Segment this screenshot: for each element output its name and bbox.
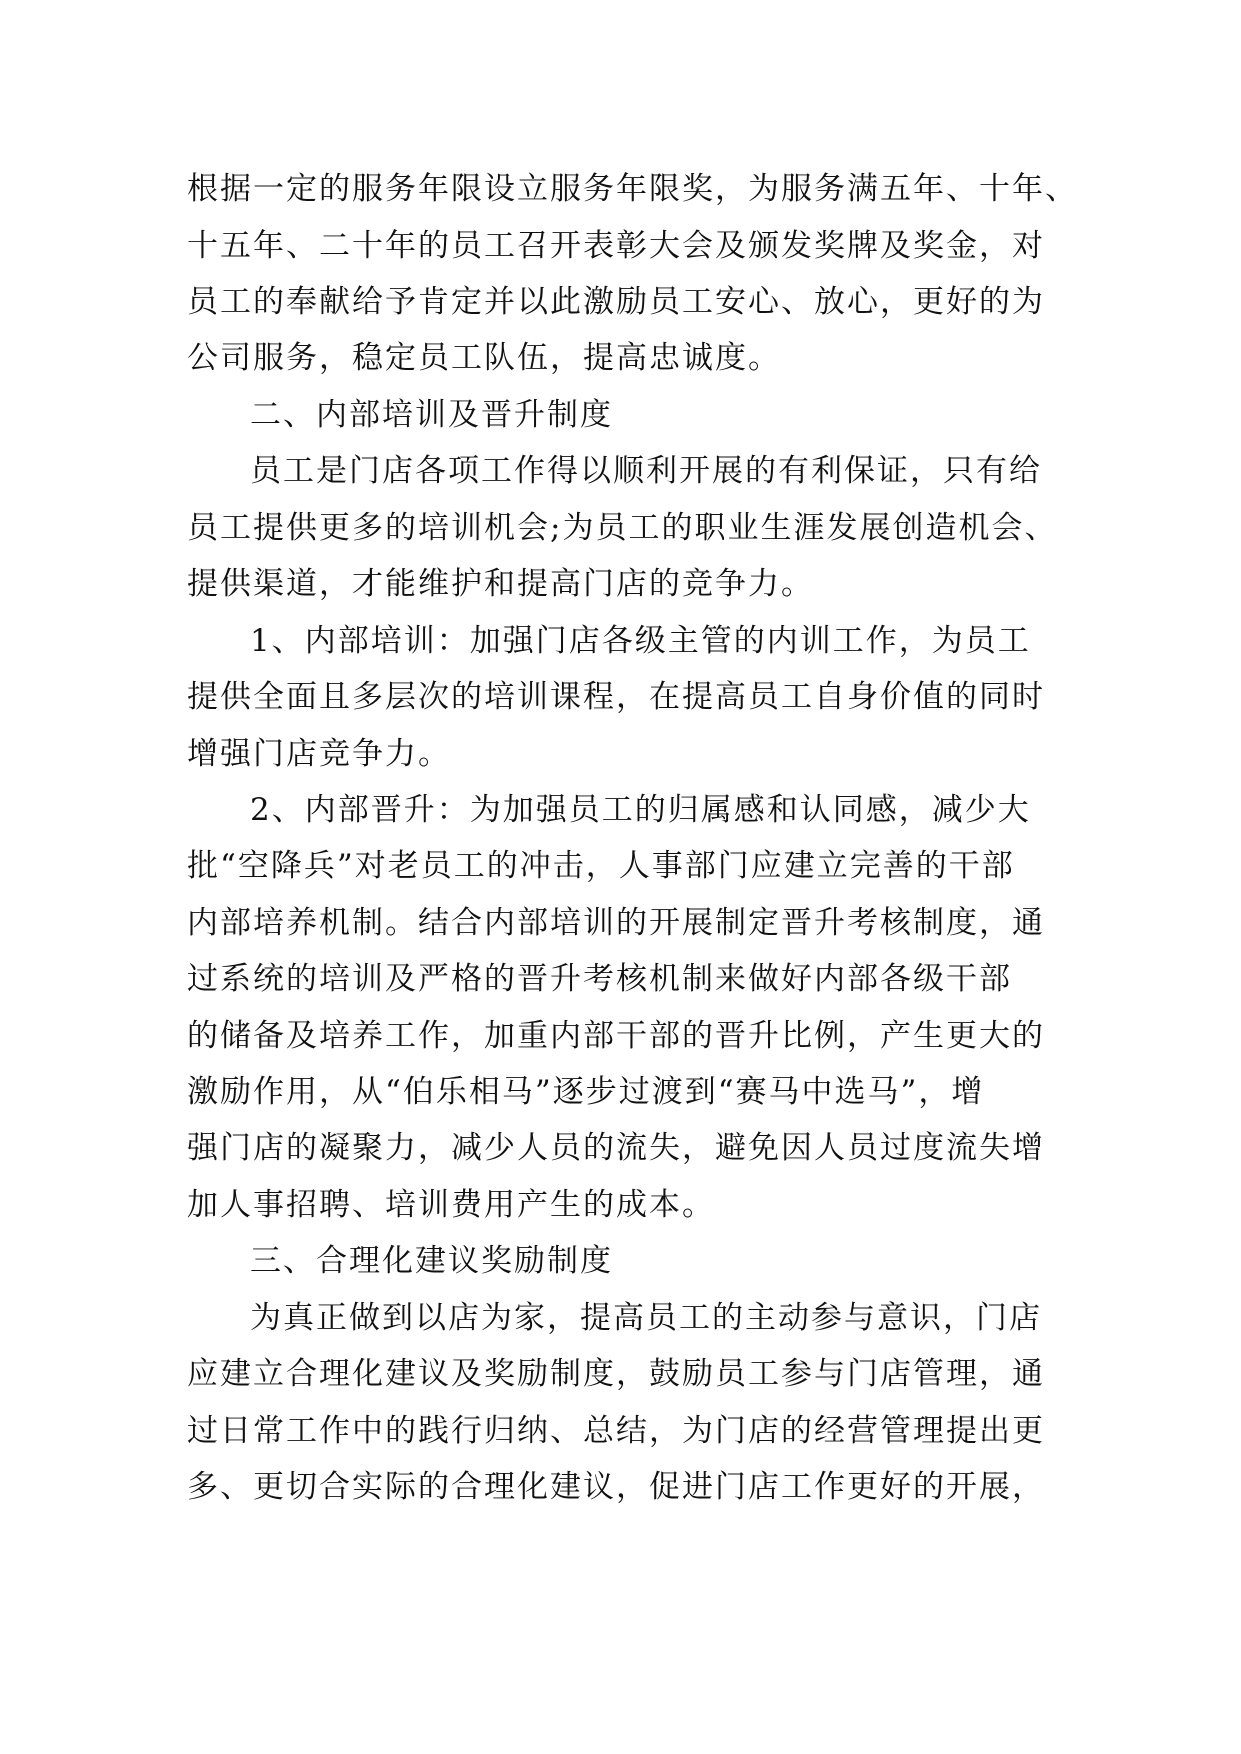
body-text-line: 根据一定的服务年限设立服务年限奖，为服务满五年、十年、	[187, 171, 1078, 207]
body-text-line: 提供全面且多层次的培训课程，在提高员工自身价值的同时	[187, 679, 1045, 715]
numbered-item-line: 2、内部晋升：为加强员工的归属感和认同感，减少大	[250, 792, 1031, 828]
body-text-line: 内部培养机制。结合内部培训的开展制定晋升考核制度，通	[187, 905, 1045, 941]
body-text-line: 员工提供更多的培训机会;为员工的职业生涯发展创造机会、	[187, 510, 1058, 546]
body-text-line: 强门店的凝聚力，减少人员的流失，避免因人员过度流失增	[187, 1130, 1045, 1166]
body-text-line: 十五年、二十年的员工召开表彰大会及颁发奖牌及奖金，对	[187, 228, 1045, 264]
body-text-line: 增强门店竞争力。	[187, 736, 451, 772]
body-text-line: 多、更切合实际的合理化建议，促进门店工作更好的开展，	[187, 1469, 1045, 1505]
body-text-line: 批“空降兵”对老员工的冲击，人事部门应建立完善的干部	[187, 848, 1015, 884]
body-text-line: 激励作用，从“伯乐相马”逐步过渡到“赛马中选马”，增	[187, 1074, 985, 1110]
section-heading: 三、合理化建议奖励制度	[250, 1243, 613, 1279]
body-text-line: 提供渠道，才能维护和提高门店的竞争力。	[187, 566, 814, 602]
body-text-line: 员工的奉献给予肯定并以此激励员工安心、放心，更好的为	[187, 284, 1045, 320]
body-text-line: 公司服务，稳定员工队伍，提高忠诚度。	[187, 340, 781, 376]
numbered-item-line: 1、内部培训：加强门店各级主管的内训工作，为员工	[250, 623, 1031, 659]
body-text-line: 应建立合理化建议及奖励制度，鼓励员工参与门店管理，通	[187, 1356, 1045, 1392]
body-text-line: 过日常工作中的践行归纳、总结，为门店的经营管理提出更	[187, 1413, 1045, 1449]
section-heading: 二、内部培训及晋升制度	[250, 397, 613, 433]
body-text-line: 的储备及培养工作，加重内部干部的晋升比例，产生更大的	[187, 1018, 1045, 1054]
body-text-line: 为真正做到以店为家，提高员工的主动参与意识，门店	[250, 1300, 1042, 1336]
body-text-line: 过系统的培训及严格的晋升考核机制来做好内部各级干部	[187, 961, 1012, 997]
body-text-line: 加人事招聘、培训费用产生的成本。	[187, 1187, 715, 1223]
body-text-line: 员工是门店各项工作得以顺利开展的有利保证，只有给	[250, 453, 1042, 489]
